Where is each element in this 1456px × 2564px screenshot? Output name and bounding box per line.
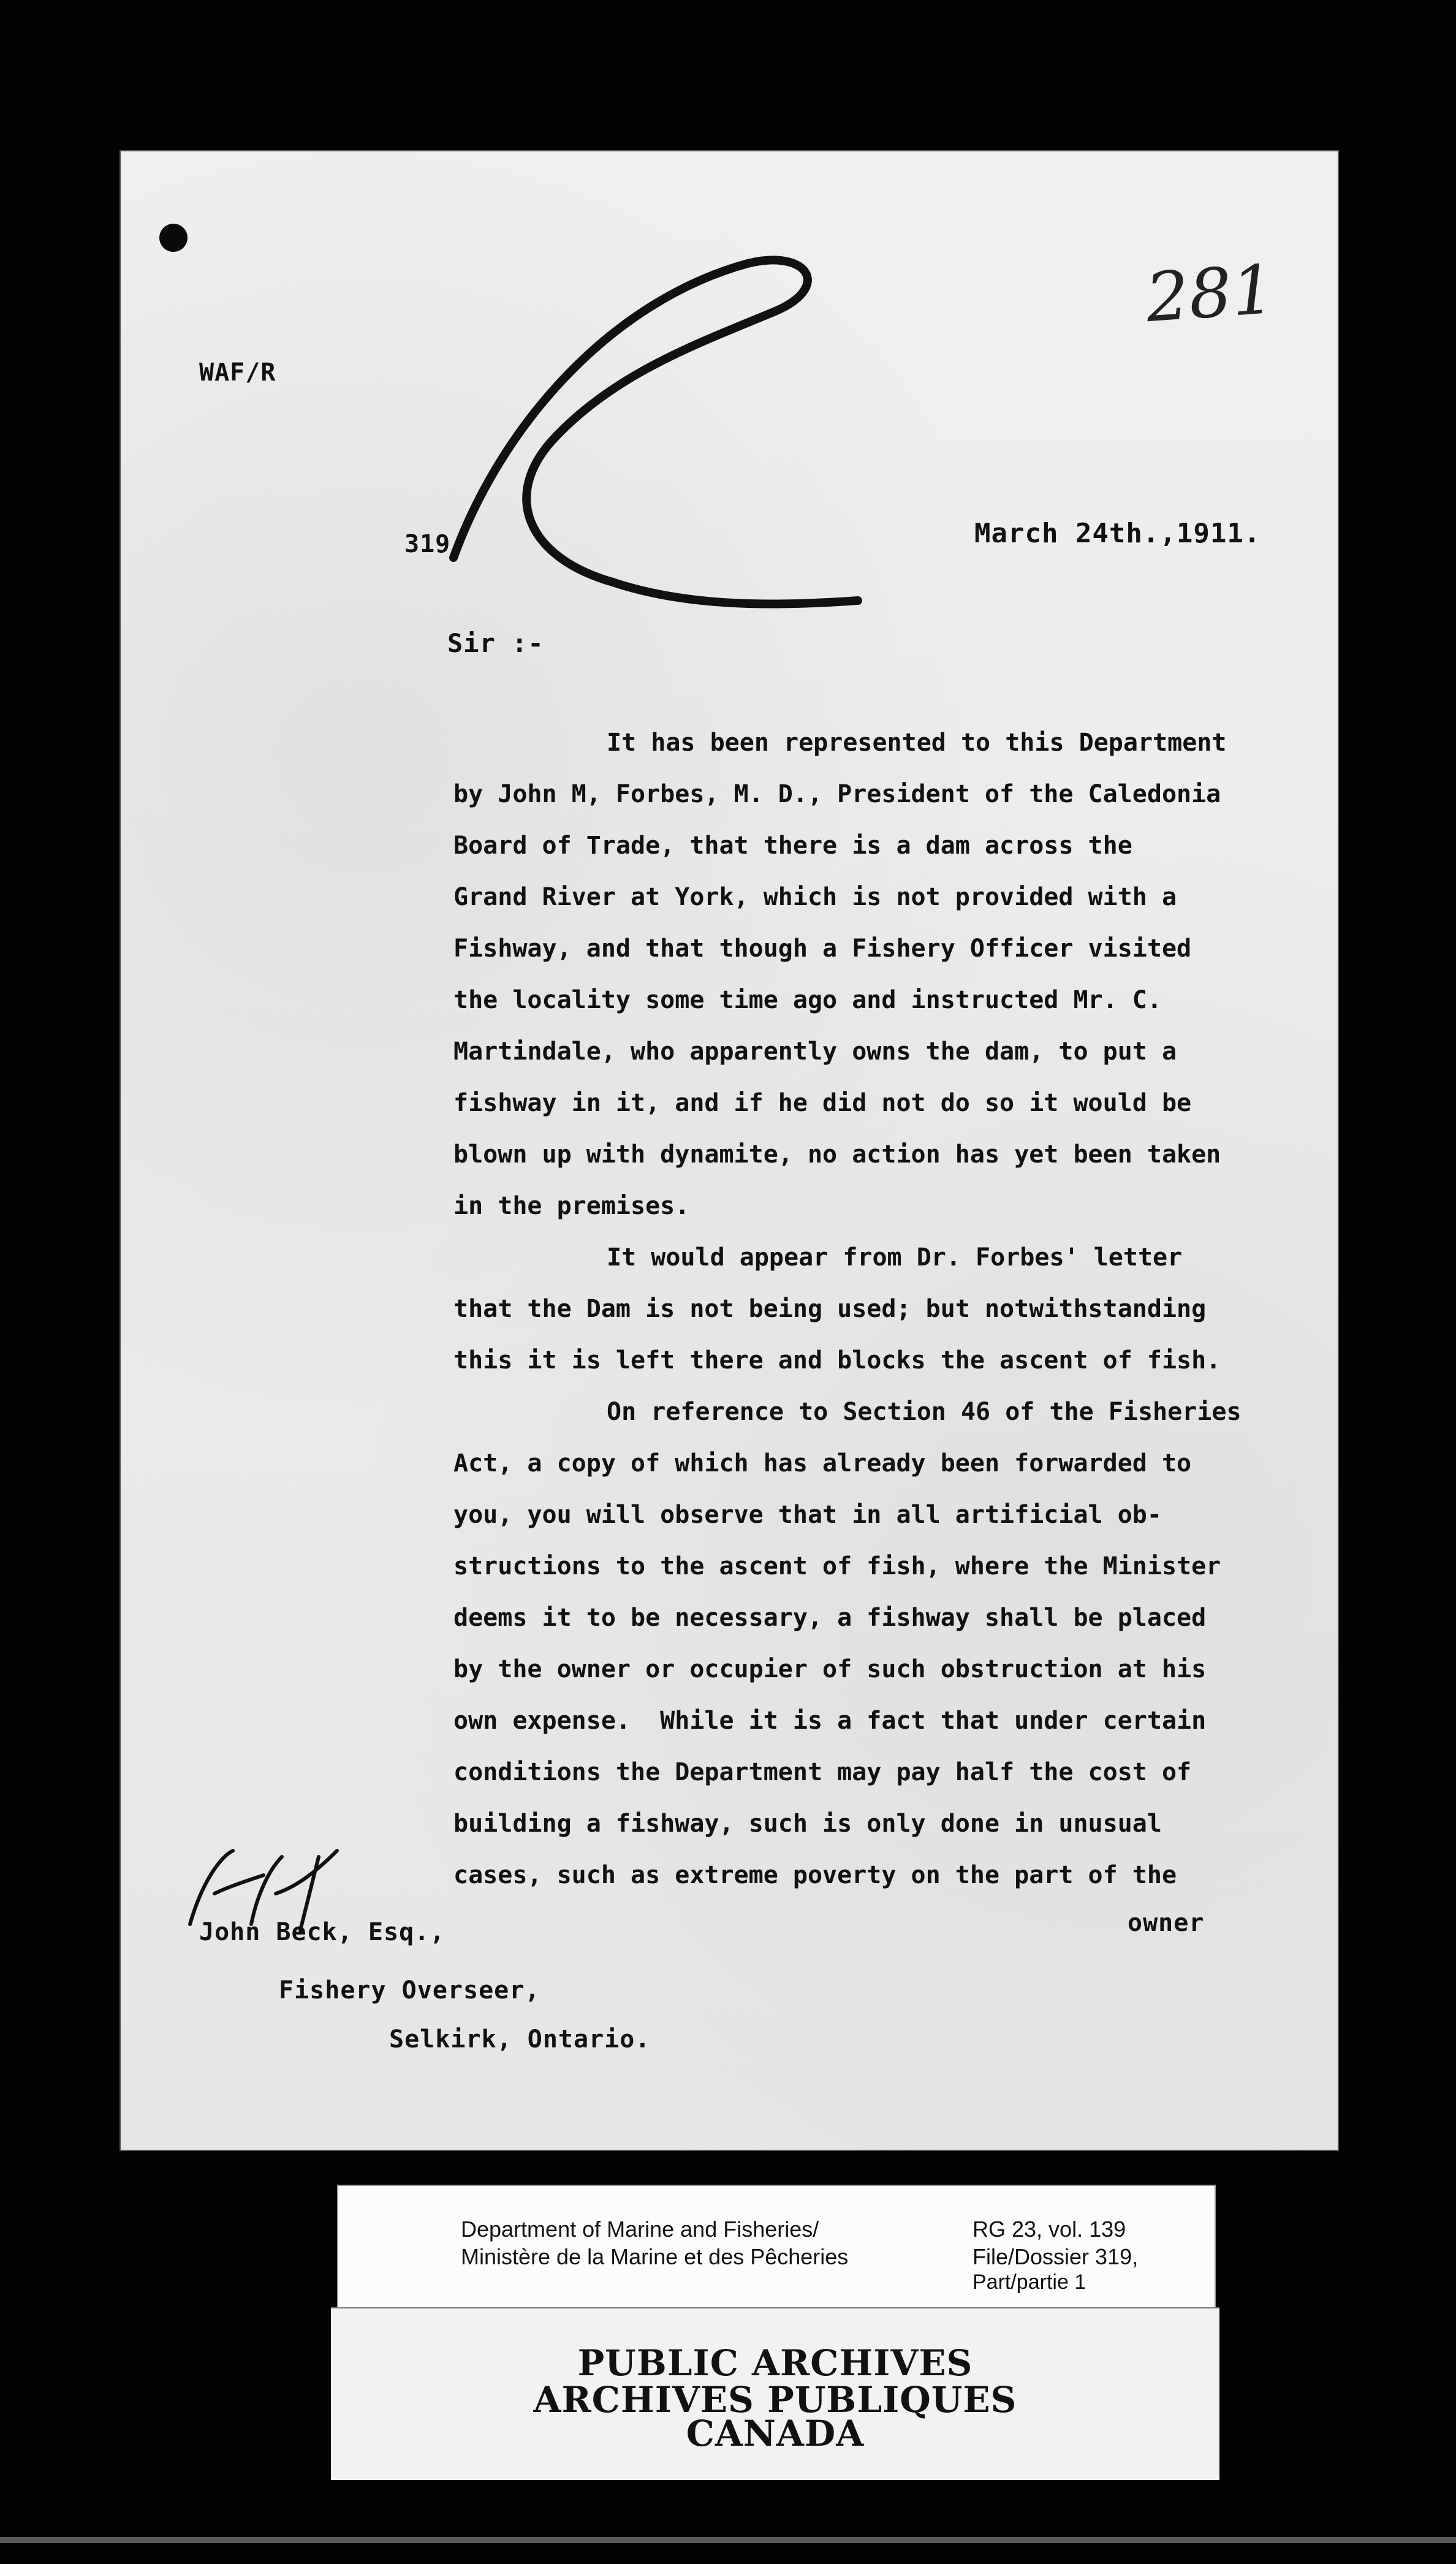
body-line: deems it to be necessary, a fishway shall be placed	[453, 1604, 1207, 1632]
body-line: Martindale, who apparently owns the dam, to put a	[453, 1037, 1177, 1066]
body-line: building a fishway, such is only done in unusual	[453, 1810, 1162, 1838]
letter-body	[453, 717, 1311, 1901]
body-line: Board of Trade, that there is a dam across the	[453, 832, 1132, 860]
department-french: Ministère de la Marine et des Pêcheries	[461, 2244, 849, 2269]
body-line: the locality some time ago and instructed Mr. C.	[453, 986, 1162, 1014]
body-line: Fishway, and that though a Fishery Officer visited	[453, 935, 1192, 963]
stamp-line-1: PUBLIC ARCHIVES	[577, 2342, 973, 2384]
department-english: Department of Marine and Fisheries/	[461, 2217, 819, 2242]
catchword: owner	[1128, 1909, 1205, 1937]
archive-reference-label	[337, 2185, 1216, 2310]
body-line: conditions the Department may pay half the cost of	[453, 1758, 1192, 1786]
addressee-name: John Beck, Esq.,	[199, 1918, 446, 1946]
body-line: structions to the ascent of fish, where the Minister	[453, 1552, 1221, 1580]
body-line: It would appear from Dr. Forbes' letter	[607, 1243, 1183, 1272]
letter-date: March 24th.,1911.	[974, 518, 1261, 549]
body-line: that the Dam is not being used; but notwithstanding	[453, 1295, 1207, 1323]
stamp-line-3: CANADA	[686, 2413, 865, 2454]
pencil-page-number: 281	[1143, 249, 1278, 338]
part-partie: Part/partie 1	[973, 2270, 1086, 2294]
punch-hole	[159, 224, 188, 252]
body-line: in the premises.	[453, 1192, 690, 1220]
file-dossier: File/Dossier 319,	[973, 2244, 1139, 2269]
reference-initials: WAF/R	[199, 358, 276, 387]
body-line: by the owner or occupier of such obstruction at his	[453, 1655, 1207, 1683]
file-number: 319	[404, 530, 451, 558]
film-edge	[0, 2537, 1456, 2543]
stamp-line-2: ARCHIVES PUBLIQUES	[533, 2379, 1017, 2421]
record-group: RG 23, vol. 139	[973, 2217, 1126, 2242]
body-line: this it is left there and blocks the ascent of fish.	[453, 1346, 1221, 1375]
addressee-place: Selkirk, Ontario.	[389, 2025, 651, 2054]
body-line: own expense. While it is a fact that under certain	[453, 1707, 1207, 1735]
body-line: Grand River at York, which is not provided with a	[453, 883, 1177, 911]
body-line: It has been represented to this Department	[607, 729, 1227, 757]
body-line: cases, such as extreme poverty on the part of the	[453, 1861, 1177, 1889]
body-line: blown up with dynamite, no action has yet been taken	[453, 1140, 1221, 1169]
addressee-title: Fishery Overseer,	[279, 1976, 540, 2005]
body-line: by John M, Forbes, M. D., President of the Caledonia	[453, 780, 1221, 808]
body-line: you, you will observe that in all artificial ob-	[453, 1501, 1162, 1529]
body-line: fishway in it, and if he did not do so it would be	[453, 1089, 1192, 1117]
salutation: Sir :-	[447, 628, 544, 658]
pen-scrawl-mark	[429, 239, 895, 656]
body-line: On reference to Section 46 of the Fisheries	[607, 1398, 1242, 1426]
body-line: Act, a copy of which has already been forwarded to	[453, 1449, 1192, 1477]
archives-stamp	[331, 2307, 1219, 2480]
